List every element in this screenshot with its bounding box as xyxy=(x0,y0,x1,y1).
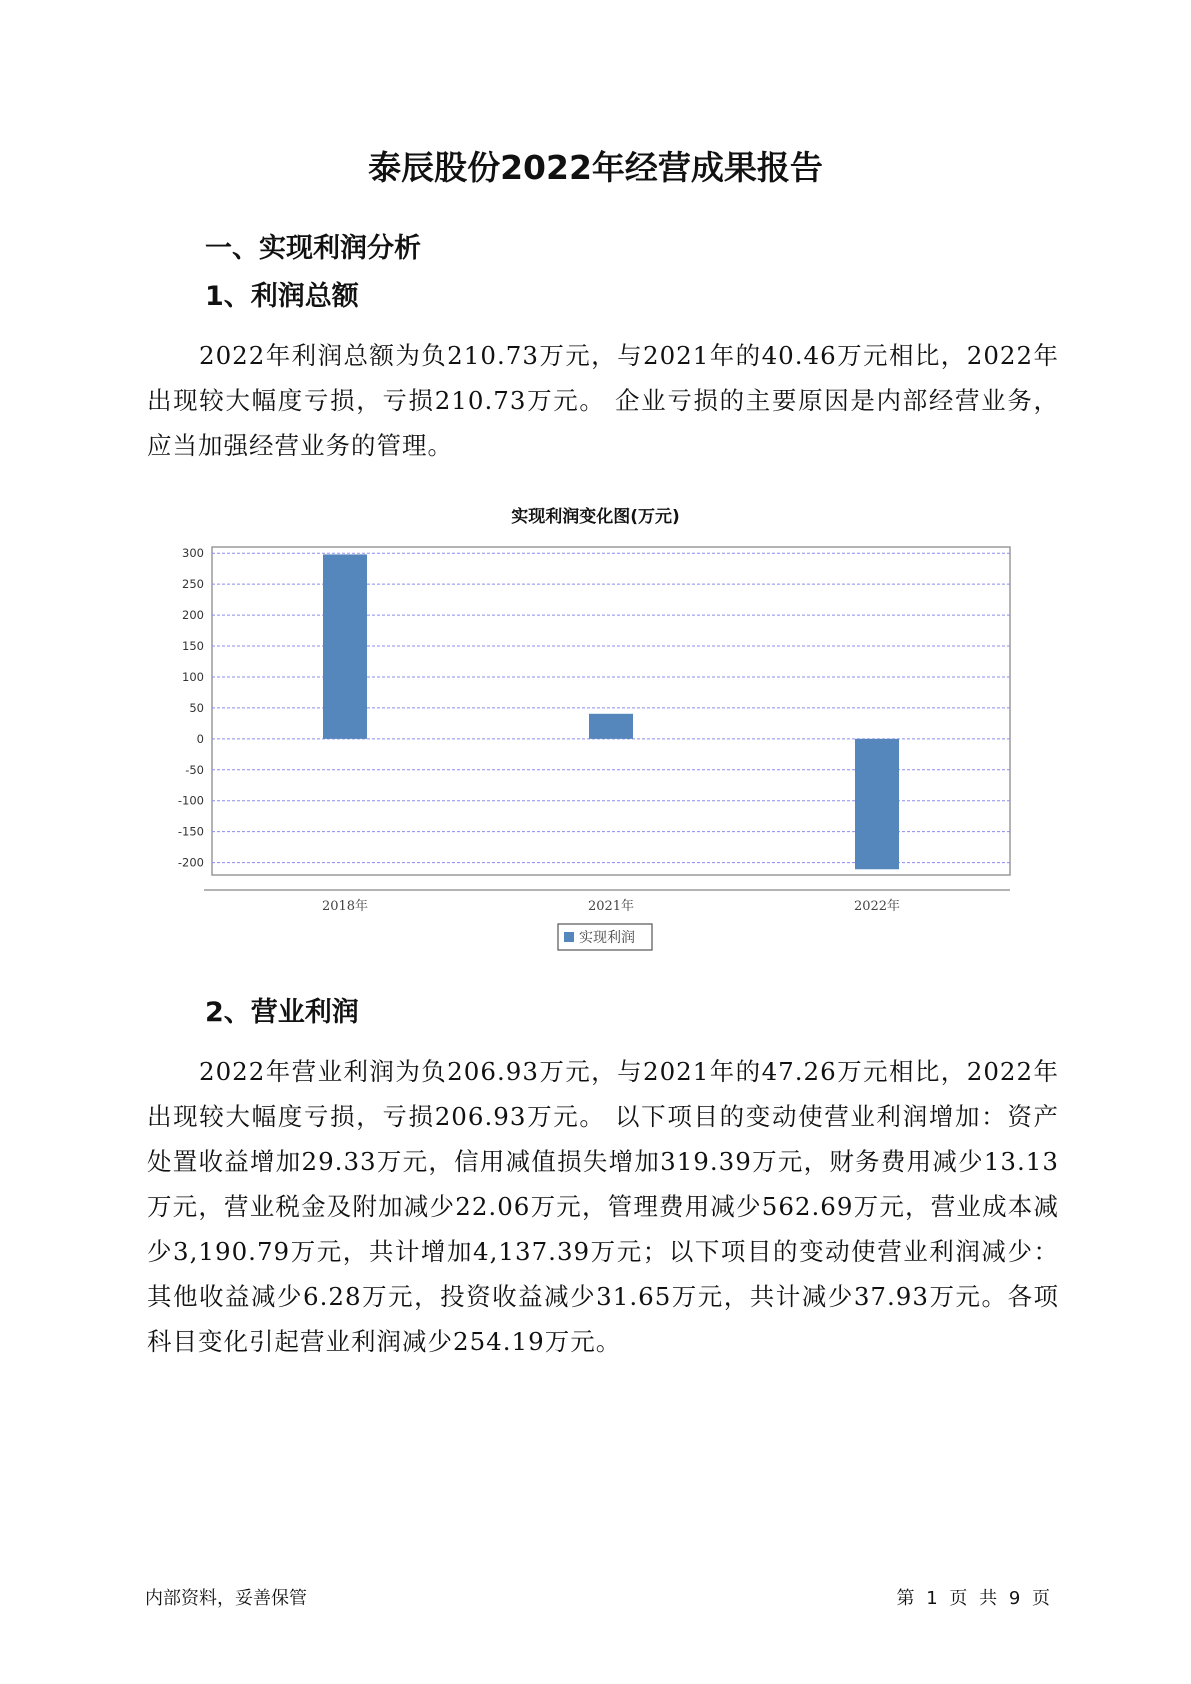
paragraph-operating-profit: 2022年营业利润为负206.93万元，与2021年的47.26万元相比，2022年出现较大幅度亏损，亏损206.93万元。 以下项目的变动使营业利润增加：资产处置收益增加29.33万元，信用减值损失增加319.39万元，财务费用减少13.13万元，营业税金及附加减少22.06万元，管理费用减少562.69万元，营业成本减少3,190.79万元，共计增加4,137.39万元；以下项目的变动使营业利润减少：其他收益减少6.28万元，投资收益减少31.65万元，共计减少37.93万元。各项科目变化引起营业利润减少254.19万元。 xyxy=(147,1057,1059,1356)
bar-3 xyxy=(855,739,899,869)
y-tick-label: -100 xyxy=(177,793,204,808)
y-tick-label: -50 xyxy=(185,762,204,777)
paragraph-total-profit: 2022年利润总额为负210.73万元，与2021年的40.46万元相比，2022年出现较大幅度亏损，亏损210.73万元。 企业亏损的主要原因是内部经营业务，应当加强经营业务的管理。 xyxy=(147,341,1059,460)
x-tick-label: 2022年 xyxy=(853,899,901,914)
y-tick-label: 0 xyxy=(196,731,204,746)
subsection-heading-total-profit: 1、利润总额 xyxy=(205,281,359,312)
profit-bar-chart xyxy=(0,530,1191,960)
chart-title: 实现利润变化图(万元) xyxy=(511,507,680,527)
bar-1 xyxy=(323,554,367,738)
legend-label: 实现利润 xyxy=(579,930,635,946)
y-tick-label: -200 xyxy=(177,855,204,870)
page-title: 泰辰股份2022年经营成果报告 xyxy=(368,148,823,187)
footer-page-number: 第 1 页 共 9 页 xyxy=(896,1588,1050,1609)
y-tick-label: 100 xyxy=(182,669,204,684)
x-tick-label: 2018年 xyxy=(321,899,369,914)
subsection-heading-operating-profit: 2、营业利润 xyxy=(205,997,359,1028)
section-heading-profit-analysis: 一、实现利润分析 xyxy=(205,233,421,264)
footer-confidential-note: 内部资料，妥善保管 xyxy=(145,1588,307,1609)
y-tick-label: -150 xyxy=(177,824,204,839)
y-tick-label: 250 xyxy=(182,577,204,592)
x-tick-label: 2021年 xyxy=(587,899,635,914)
legend-swatch xyxy=(564,932,574,942)
y-tick-label: 50 xyxy=(189,700,204,715)
bar-2 xyxy=(589,714,633,739)
y-tick-label: 200 xyxy=(182,608,204,623)
y-tick-label: 150 xyxy=(182,639,204,654)
y-tick-label: 300 xyxy=(182,546,204,561)
